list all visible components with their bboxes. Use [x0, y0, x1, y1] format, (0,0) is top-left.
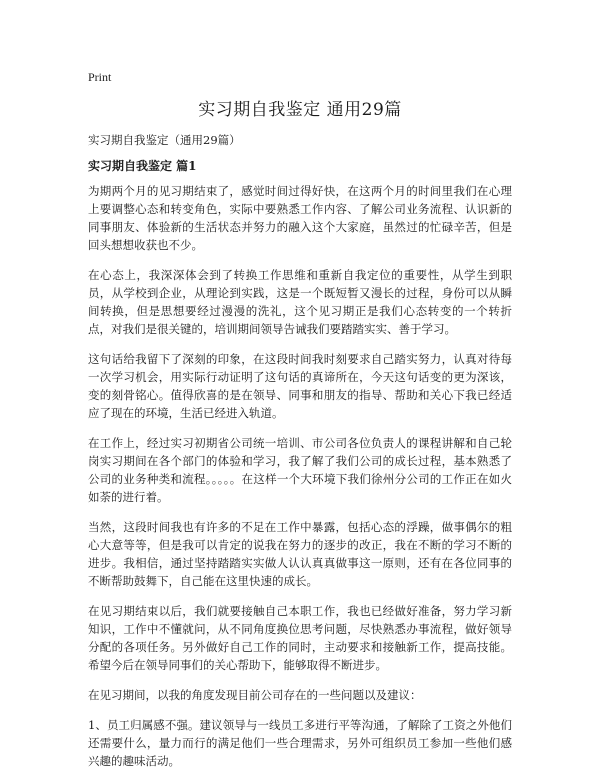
paragraph-4: 在工作上，经过实习初期省公司统一培训、市公司各位负责人的课程讲解和自己轮岗实习期间在各个部门的体验和学习，我了解了我们公司的成长过程，基本熟悉了公司的业务种类和流程。。。。。在这样一个大环境下我们徐州分公司的工作正在如火如荼的进行着。	[88, 436, 512, 504]
paragraph-6: 在见习期结束以后，我们就要接触自己本职工作，我也已经做好准备，努力学习新知识，工作中不懂就问，从不同角度换位思考问题，尽快熟悉办事流程，做好领导分配的各项任务。另外做好自己工作的同时，主动要求和接触新工作，提高技能。希望今后在领导同事们的关心帮助下，能够取得不断进步。	[88, 604, 512, 672]
print-label[interactable]: Print	[88, 70, 112, 84]
paragraph-8: 1、员工归属感不强。建议领导与一线员工多进行平等沟通，了解除了工资之外他们还需要什么，量力而行的满足他们一些合理需求，另外可组织员工参加一些他们感兴趣的趣味活动。	[88, 718, 512, 768]
paragraph-1: 为期两个月的见习期结束了，感觉时间过得好快，在这两个月的时间里我们在心理上要调整心态和转变角色，实际中要熟悉工作内容、了解公司业务流程、认识新的同事朋友、体验新的生活状态并努力的融入这个大家庭，虽然过的忙碌辛苦，但是回头想想收获也不少。	[88, 184, 512, 252]
paragraph-5: 当然，这段时间我也有许多的不足在工作中暴露，包括心态的浮躁，做事偶尔的粗心大意等等，但是我可以肯定的说我在努力的逐步的改正，我在不断的学习不断的进步。我相信，通过坚持踏踏实实做人认认真真做事这一原则，还有在各位同事的不断帮助鼓舞下，自己能在这里快速的成长。	[88, 520, 512, 588]
paragraph-7: 在见习期间，以我的角度发现目前公司存在的一些问题以及建议：	[88, 688, 422, 702]
paragraph-2: 在心态上，我深深体会到了转换工作思维和重新自我定位的重要性，从学生到职员，从学校到企业，从理论到实践，这是一个既短暂又漫长的过程，身份可以从瞬间转换，但是思想要经过漫漫的洗礼，这个见习期正是我们心态转变的一个转折点，对我们是很关键的，培训期间领导告诫我们要踏踏实实、善于学习。	[88, 268, 512, 336]
section-heading: 实习期自我鉴定 篇1	[88, 159, 197, 173]
document-subtitle: 实习期自我鉴定（通用29篇）	[88, 133, 241, 147]
paragraph-3: 这句话给我留下了深刻的印象，在这段时间我时刻要求自己踏实努力，认真对待每一次学习机会，用实际行动证明了这句话的真谛所在，今天这句话变的更为深该，变的刻骨铭心。值得欣喜的是在领导、同事和朋友的指导、帮助和关心下我已经适应了现在的环境，生活已经进入轨道。	[88, 352, 512, 420]
document-title: 实习期自我鉴定 通用29篇	[198, 100, 402, 120]
